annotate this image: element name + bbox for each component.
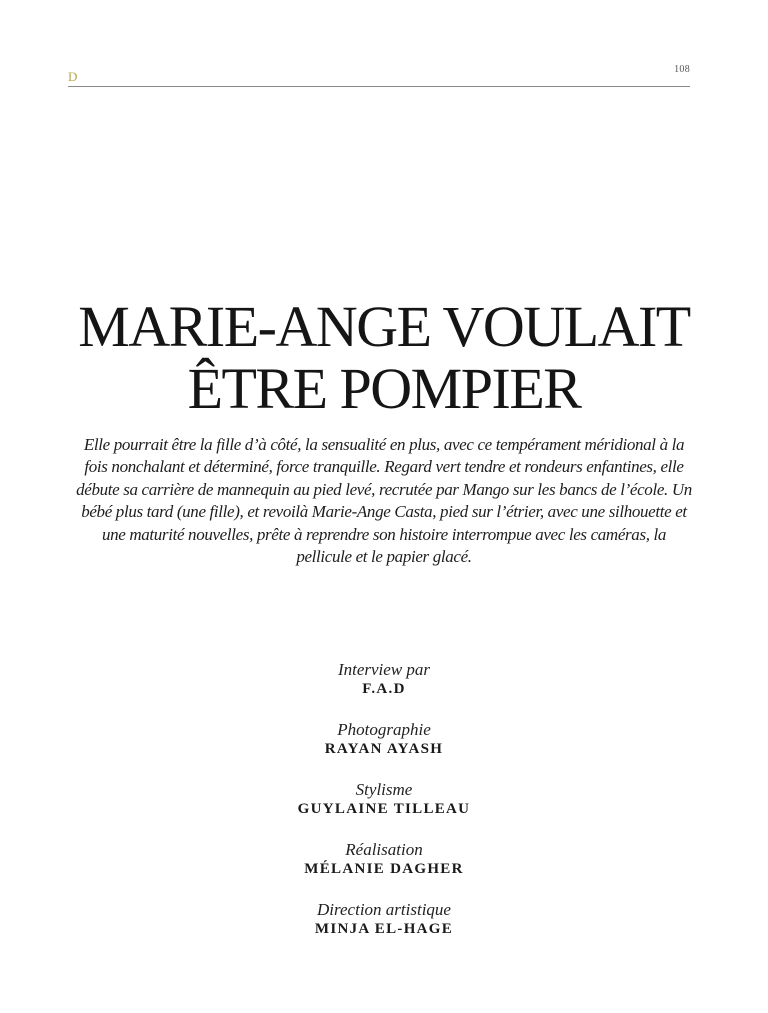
credit-production bbox=[0, 840, 768, 879]
article-intro: Elle pourrait être la fille d’à côté, la sensualité en plus, avec ce tempérament méridional à la fois nonchalant et déterminé, force tranquille. Regard vert tendre et rondeurs enfantines, elle débute sa carrière de mannequin au pied levé, recrutée par Mango sur les bancs de l’école. Un bébé plus tard (une fille), et revoilà Marie-Ange Casta, pied sur l’étrier, avec une silhouette et une maturité nouvelles, prête à reprendre son histoire interrompue avec les caméras, la pellicule et le papier glacé. bbox=[76, 435, 692, 567]
credit-role: Direction artistique bbox=[317, 900, 451, 919]
credit-name: MINJA EL-HAGE bbox=[314, 921, 454, 937]
credit-role: Stylisme bbox=[355, 780, 413, 799]
credit-photography bbox=[0, 720, 768, 759]
article-title-line-2: ÊTRE POMPIER bbox=[187, 356, 581, 421]
credit-name: MÉLANIE DAGHER bbox=[304, 861, 464, 877]
credit-role: Réalisation bbox=[345, 840, 423, 859]
credits-block bbox=[0, 660, 768, 960]
credit-name: GUYLAINE TILLEAU bbox=[297, 801, 471, 817]
credit-role: Interview par bbox=[337, 660, 431, 679]
magazine-logo-mark: D bbox=[68, 69, 78, 84]
page-number: 108 bbox=[674, 64, 690, 75]
page-header bbox=[68, 64, 690, 87]
article-title-line-1: MARIE-ANGE VOULAIT bbox=[78, 294, 690, 359]
credit-name: RAYAN AYASH bbox=[324, 741, 444, 757]
credit-name: F.A.D bbox=[362, 681, 406, 697]
credit-interview bbox=[0, 660, 768, 699]
credit-art-direction bbox=[0, 900, 768, 939]
credit-role: Photographie bbox=[337, 720, 431, 739]
article-title bbox=[40, 296, 728, 420]
credit-styling bbox=[0, 780, 768, 819]
